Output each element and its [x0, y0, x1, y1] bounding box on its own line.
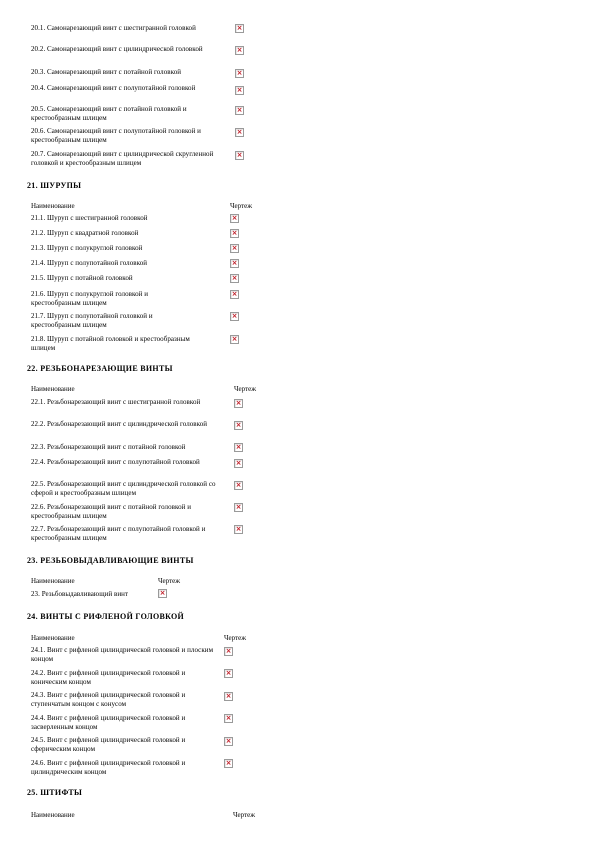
list-item: 22.7. Резьбонарезающий винт с полупотайной головкой и крестообразным шлицем	[31, 525, 206, 542]
list-item: 22.3. Резьбонарезающий винт с потайной головкой	[31, 443, 186, 451]
section-heading: 23. РЕЗЬБОВЫДАВЛИВАЮЩИЕ ВИНТЫ	[27, 556, 194, 565]
list-item: 22.2. Резьбонарезающий винт с цилиндрической головкой	[31, 420, 208, 428]
list-item: 20.4. Самонарезающий винт с полупотайной головкой	[31, 84, 196, 92]
broken-image-icon: ×	[236, 128, 243, 136]
list-item: 21.4. Шуруп с полупотайной головкой	[31, 259, 148, 267]
list-item: 24.6. Винт с рифленой цилиндрической головкой и цилиндрическим концом	[31, 759, 186, 776]
list-item: 22.6. Резьбонарезающий винт с потайной головкой и крестообразным шлицем	[31, 503, 192, 520]
column-header-name: Наименование	[31, 202, 75, 210]
column-header-drawing: Чертеж	[234, 385, 257, 393]
broken-image-icon: ×	[225, 669, 232, 677]
broken-image-icon: ×	[231, 214, 238, 222]
broken-image-icon: ×	[235, 481, 242, 489]
column-header-name: Наименование	[31, 634, 75, 642]
broken-image-icon: ×	[225, 647, 232, 655]
broken-image-icon: ×	[235, 443, 242, 451]
list-item: 24.1. Винт с рифленой цилиндрической головкой и плоским концом	[31, 646, 214, 663]
column-header-drawing: Чертеж	[224, 634, 247, 642]
list-item: 20.2. Самонарезающий винт с цилиндрической головкой	[31, 45, 203, 53]
broken-image-icon: ×	[236, 24, 243, 32]
list-item: 23. Резьбовыдавливающий винт	[31, 590, 129, 598]
section-heading: 22. РЕЗЬБОНАРЕЗАЮЩИЕ ВИНТЫ	[27, 364, 173, 373]
list-item: 22.5. Резьбонарезающий винт с цилиндрической головкой со сферой и крестообразным шлицем	[31, 480, 216, 497]
broken-image-icon: ×	[236, 46, 243, 54]
list-item: 21.7. Шуруп с полупотайной головкой и крестообразным шлицем	[31, 312, 153, 329]
broken-image-icon: ×	[231, 229, 238, 237]
list-item: 24.4. Винт с рифленой цилиндрической головкой и засверленным концом	[31, 714, 186, 731]
list-item: 21.1. Шуруп с шестигранной головкой	[31, 214, 148, 222]
broken-image-icon: ×	[231, 312, 238, 320]
broken-image-icon: ×	[231, 259, 238, 267]
broken-image-icon: ×	[225, 692, 232, 700]
broken-image-icon: ×	[235, 503, 242, 511]
column-header-drawing: Чертеж	[158, 577, 181, 585]
list-item: 24.2. Винт с рифленой цилиндрической головкой и коническим концом	[31, 669, 186, 686]
list-item: 21.6. Шуруп с полукруглой головкой и крестообразным шлицем	[31, 290, 149, 307]
column-header-name: Наименование	[31, 577, 75, 585]
list-item: 22.4. Резьбонарезающий винт с полупотайной головкой	[31, 458, 200, 466]
broken-image-icon: ×	[235, 525, 242, 533]
list-item: 21.3. Шуруп с полукруглой головкой	[31, 244, 143, 252]
list-item: 21.8. Шуруп с потайной головкой и крестообразным шлицем	[31, 335, 190, 352]
list-item: 21.5. Шуруп с потайной головкой	[31, 274, 133, 282]
broken-image-icon: ×	[231, 290, 238, 298]
broken-image-icon: ×	[236, 151, 243, 159]
broken-image-icon: ×	[231, 335, 238, 343]
broken-image-icon: ×	[231, 244, 238, 252]
list-item: 20.7. Самонарезающий винт с цилиндрической скругленной головкой и крестообразным шлицем	[31, 150, 214, 167]
column-header-name: Наименование	[31, 385, 75, 393]
list-item: 22.1. Резьбонарезающий винт с шестигранной головкой	[31, 398, 201, 406]
column-header-name: Наименование	[31, 811, 75, 819]
broken-image-icon: ×	[231, 274, 238, 282]
list-item: 20.3. Самонарезающий винт с потайной головкой	[31, 68, 182, 76]
broken-image-icon: ×	[225, 714, 232, 722]
broken-image-icon: ×	[225, 737, 232, 745]
column-header-drawing: Чертеж	[230, 202, 253, 210]
list-item: 24.3. Винт с рифленой цилиндрической головкой и ступенчатым концом с конусом	[31, 691, 186, 708]
broken-image-icon: ×	[235, 421, 242, 429]
broken-image-icon: ×	[235, 399, 242, 407]
broken-image-icon: ×	[236, 86, 243, 94]
list-item: 21.2. Шуруп с квадратной головкой	[31, 229, 139, 237]
broken-image-icon: ×	[236, 106, 243, 114]
broken-image-icon: ×	[159, 589, 166, 597]
column-header-drawing: Чертеж	[233, 811, 256, 819]
list-item: 24.5. Винт с рифленой цилиндрической головкой и сферическим концом	[31, 736, 186, 753]
broken-image-icon: ×	[235, 459, 242, 467]
section-heading: 21. ШУРУПЫ	[27, 181, 82, 190]
broken-image-icon: ×	[236, 69, 243, 77]
list-item: 20.5. Самонарезающий винт с потайной головкой и крестообразным шлицем	[31, 105, 187, 122]
broken-image-icon: ×	[225, 759, 232, 767]
list-item: 20.6. Самонарезающий винт с полупотайной головкой и крестообразным шлицем	[31, 127, 201, 144]
section-heading: 24. ВИНТЫ С РИФЛЕНОЙ ГОЛОВКОЙ	[27, 612, 185, 621]
list-item: 20.1. Самонарезающий винт с шестигранной головкой	[31, 24, 196, 32]
section-heading: 25. ШТИФТЫ	[27, 788, 83, 797]
